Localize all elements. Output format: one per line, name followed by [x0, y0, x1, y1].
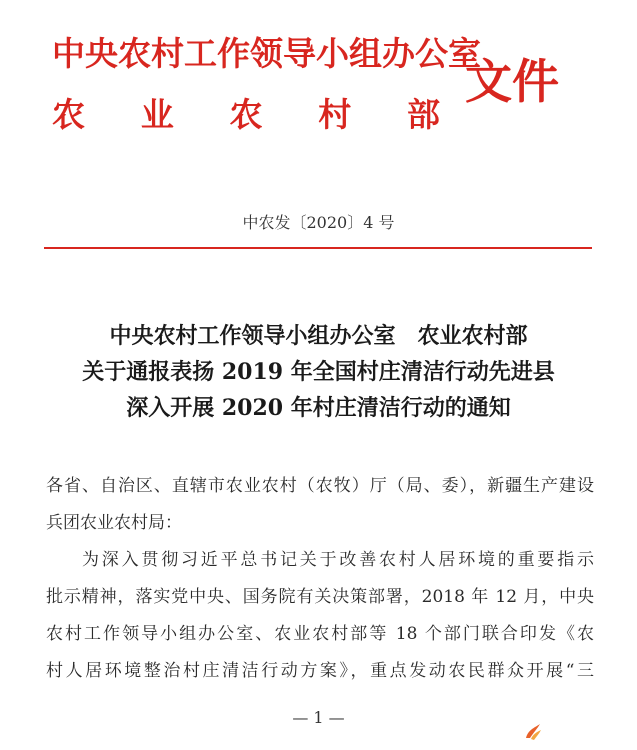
body-line: 各省、自治区、直辖市农业农村（农牧）厅（局、委），新疆生产建设: [46, 476, 594, 496]
red-header-rule: [44, 247, 592, 249]
issuer-char: 业: [140, 95, 174, 134]
flame-logo-icon: [522, 720, 544, 742]
issuer-char: 部: [407, 95, 440, 134]
title-line: 深入开展 2020 年村庄清洁行动的通知: [126, 395, 511, 421]
body-line: 兵团农业农村局：: [46, 513, 182, 533]
body-line: 批示精神，落实党中央、国务院有关决策部署，2018 年 12 月，中央: [46, 587, 594, 607]
body-line: 村人居环境整治村庄清洁行动方案》，重点发动农民群众开展“三: [46, 661, 594, 681]
issuer-name-line2: [52, 89, 440, 136]
body-line: 为深入贯彻习近平总书记关于改善农村人居环境的重要指示: [82, 550, 594, 570]
issuer-name-line1: 中央农村工作领导小组办公室: [52, 34, 481, 73]
title-line: 中央农村工作领导小组办公室 农业农村部: [109, 323, 528, 349]
document-type-label: 文件: [465, 55, 559, 110]
issuer-char: 农: [52, 95, 85, 134]
body-line: 农村工作领导小组办公室、农业农村部等 18 个部门联合印发《农: [46, 624, 594, 644]
issuer-char: 村: [318, 95, 352, 134]
title-line: 关于通报表扬 2019 年全国村庄清洁行动先进县: [82, 359, 555, 385]
page-number: — 1 —: [292, 708, 345, 727]
document-number: 中农发〔2020〕4 号: [242, 213, 395, 232]
document-body: [46, 468, 594, 690]
document-title: [0, 318, 637, 426]
issuer-char: 农: [229, 95, 263, 134]
